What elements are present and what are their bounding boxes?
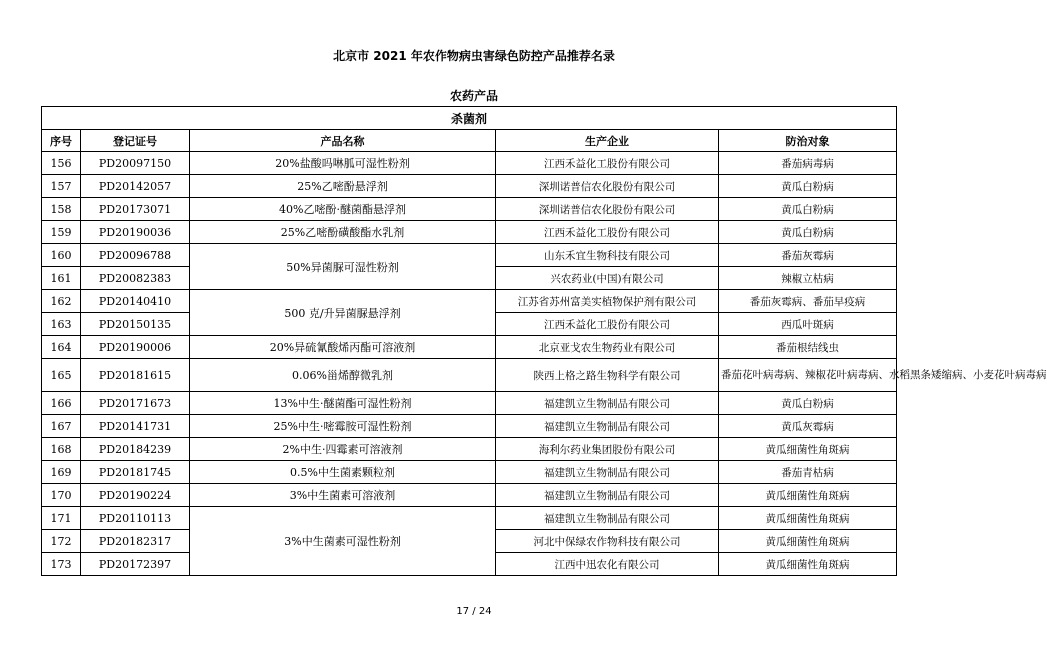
company-cell: 陕西上格之路生物科学有限公司 [496, 359, 719, 392]
target-cell: 番茄花叶病毒病、辣椒花叶病毒病、水稻黑条矮缩病、小麦花叶病毒病 [719, 359, 897, 392]
target-cell: 黄瓜白粉病 [719, 392, 897, 415]
target-cell: 黄瓜白粉病 [719, 198, 897, 221]
product-name-cell: 500 克/升异菌脲悬浮剂 [190, 290, 496, 336]
reg-number-cell: PD20141731 [81, 415, 190, 438]
target-cell: 黄瓜白粉病 [719, 175, 897, 198]
seq-cell: 169 [42, 461, 81, 484]
product-name-cell: 20%异硫氰酸烯丙酯可溶液剂 [190, 336, 496, 359]
target-cell: 黄瓜细菌性角斑病 [719, 484, 897, 507]
reg-number-cell: PD20110113 [81, 507, 190, 530]
company-cell: 海利尔药业集团股份有限公司 [496, 438, 719, 461]
company-cell: 深圳诺普信农化股份有限公司 [496, 198, 719, 221]
target-cell: 黄瓜细菌性角斑病 [719, 507, 897, 530]
header-company: 生产企业 [496, 130, 719, 152]
company-cell: 北京亚戈农生物药业有限公司 [496, 336, 719, 359]
reg-number-cell: PD20140410 [81, 290, 190, 313]
seq-cell: 167 [42, 415, 81, 438]
company-cell: 江苏省苏州富美实植物保护剂有限公司 [496, 290, 719, 313]
product-name-cell: 0.5%中生菌素颗粒剂 [190, 461, 496, 484]
seq-cell: 165 [42, 359, 81, 392]
product-name-cell: 3%中生菌素可湿性粉剂 [190, 507, 496, 576]
target-cell: 西瓜叶斑病 [719, 313, 897, 336]
product-name-cell: 25%乙嘧酚磺酸酯水乳剂 [190, 221, 496, 244]
product-name-cell: 40%乙嘧酚·醚菌酯悬浮剂 [190, 198, 496, 221]
header-row [42, 130, 897, 152]
category-label: 杀菌剂 [42, 107, 897, 130]
reg-number-cell: PD20082383 [81, 267, 190, 290]
table-row [42, 461, 897, 484]
table-row [42, 244, 897, 267]
reg-number-cell: PD20150135 [81, 313, 190, 336]
company-cell: 江西禾益化工股份有限公司 [496, 152, 719, 175]
seq-cell: 156 [42, 152, 81, 175]
seq-cell: 163 [42, 313, 81, 336]
reg-number-cell: PD20181615 [81, 359, 190, 392]
target-cell: 黄瓜灰霉病 [719, 415, 897, 438]
header-product-name: 产品名称 [190, 130, 496, 152]
section-title: 农药产品 [449, 89, 498, 103]
product-name-cell: 50%异菌脲可湿性粉剂 [190, 244, 496, 290]
seq-cell: 172 [42, 530, 81, 553]
reg-number-cell: PD20190224 [81, 484, 190, 507]
company-cell: 福建凯立生物制品有限公司 [496, 392, 719, 415]
company-cell: 福建凯立生物制品有限公司 [496, 461, 719, 484]
company-cell: 福建凯立生物制品有限公司 [496, 507, 719, 530]
table-row [42, 507, 897, 530]
seq-cell: 160 [42, 244, 81, 267]
table-row [42, 221, 897, 244]
seq-cell: 162 [42, 290, 81, 313]
product-name-cell: 25%乙嘧酚悬浮剂 [190, 175, 496, 198]
company-cell: 江西禾益化工股份有限公司 [496, 313, 719, 336]
product-name-cell: 0.06%甾烯醇微乳剂 [190, 359, 496, 392]
table-row [42, 392, 897, 415]
seq-cell: 173 [42, 553, 81, 576]
seq-cell: 159 [42, 221, 81, 244]
reg-number-cell: PD20190036 [81, 221, 190, 244]
seq-cell: 158 [42, 198, 81, 221]
company-cell: 山东禾宜生物科技有限公司 [496, 244, 719, 267]
product-name-cell: 20%盐酸吗啉胍可湿性粉剂 [190, 152, 496, 175]
reg-number-cell: PD20182317 [81, 530, 190, 553]
reg-number-cell: PD20171673 [81, 392, 190, 415]
product-name-cell: 2%中生·四霉素可溶液剂 [190, 438, 496, 461]
seq-cell: 168 [42, 438, 81, 461]
seq-cell: 157 [42, 175, 81, 198]
target-cell: 黄瓜细菌性角斑病 [719, 530, 897, 553]
reg-number-cell: PD20181745 [81, 461, 190, 484]
table-row [42, 359, 897, 392]
page-indicator: 17 / 24 [456, 606, 492, 617]
company-cell: 福建凯立生物制品有限公司 [496, 415, 719, 438]
target-cell: 番茄病毒病 [719, 152, 897, 175]
reg-number-cell: PD20172397 [81, 553, 190, 576]
category-row [42, 107, 897, 130]
target-cell: 番茄根结线虫 [719, 336, 897, 359]
header-seq: 序号 [42, 130, 81, 152]
product-catalog-table [41, 106, 1047, 576]
target-cell: 黄瓜细菌性角斑病 [719, 553, 897, 576]
reg-number-cell: PD20173071 [81, 198, 190, 221]
table-row [42, 438, 897, 461]
company-cell: 河北中保绿农作物科技有限公司 [496, 530, 719, 553]
seq-cell: 164 [42, 336, 81, 359]
target-cell: 番茄灰霉病、番茄早疫病 [719, 290, 897, 313]
target-cell: 黄瓜白粉病 [719, 221, 897, 244]
company-cell: 江西禾益化工股份有限公司 [496, 221, 719, 244]
reg-number-cell: PD20096788 [81, 244, 190, 267]
target-cell: 番茄灰霉病 [719, 244, 897, 267]
table-row [42, 336, 897, 359]
company-cell: 深圳诺普信农化股份有限公司 [496, 175, 719, 198]
table-row [42, 198, 897, 221]
table-row [42, 415, 897, 438]
product-name-cell: 25%中生·嘧霉胺可湿性粉剂 [190, 415, 496, 438]
target-cell: 黄瓜细菌性角斑病 [719, 438, 897, 461]
seq-cell: 166 [42, 392, 81, 415]
document-title: 北京市 2021 年农作物病虫害绿色防控产品推荐名录 [333, 49, 615, 63]
company-cell: 兴农药业(中国)有限公司 [496, 267, 719, 290]
header-reg-number: 登记证号 [81, 130, 190, 152]
product-name-cell: 13%中生·醚菌酯可湿性粉剂 [190, 392, 496, 415]
product-name-cell: 3%中生菌素可溶液剂 [190, 484, 496, 507]
header-target: 防治对象 [719, 130, 897, 152]
table-row [42, 152, 897, 175]
reg-number-cell: PD20097150 [81, 152, 190, 175]
target-cell: 番茄青枯病 [719, 461, 897, 484]
table-row [42, 175, 897, 198]
target-cell: 辣椒立枯病 [719, 267, 897, 290]
reg-number-cell: PD20184239 [81, 438, 190, 461]
company-cell: 福建凯立生物制品有限公司 [496, 484, 719, 507]
table-row [42, 290, 897, 313]
company-cell: 江西中迅农化有限公司 [496, 553, 719, 576]
seq-cell: 170 [42, 484, 81, 507]
table-row [42, 484, 897, 507]
reg-number-cell: PD20190006 [81, 336, 190, 359]
reg-number-cell: PD20142057 [81, 175, 190, 198]
seq-cell: 171 [42, 507, 81, 530]
seq-cell: 161 [42, 267, 81, 290]
